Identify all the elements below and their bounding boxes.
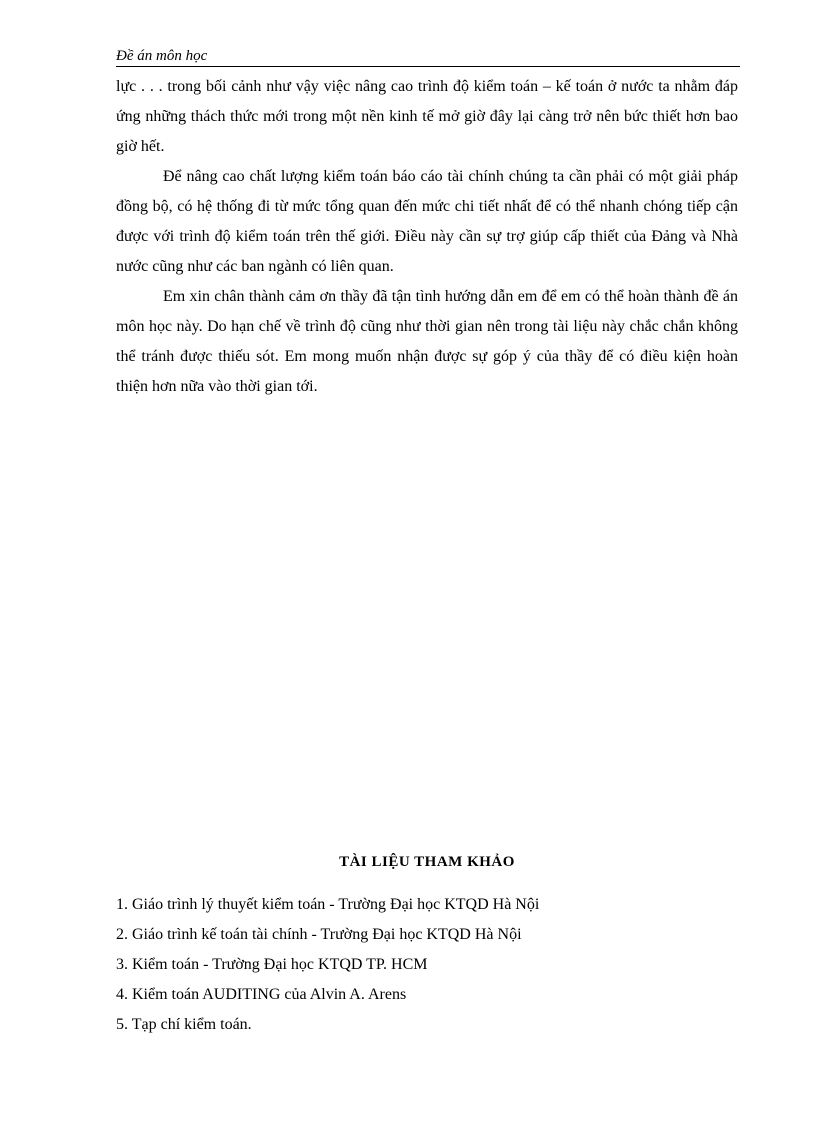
reference-item: 5. Tạp chí kiểm toán. bbox=[116, 1016, 252, 1033]
paragraph-solution: Để nâng cao chất lượng kiểm toán báo cáo tài chính chúng ta cần phải có một giải pháp đồng bộ, có hệ thống đi từ mức tổng quan đến mức chi tiết nhất để có thể nhanh chóng tiếp cận được với trình độ kiểm toán trên thế giới. Điều này cần sự trợ giúp cấp thiết của Đảng và Nhà nước cũng như các ban ngành có liên quan. bbox=[116, 168, 738, 275]
header-title: Đề án môn học bbox=[116, 48, 208, 64]
body-text bbox=[116, 72, 738, 402]
reference-item: 4. Kiểm toán AUDITING của Alvin A. Arens bbox=[116, 986, 407, 1003]
reference-item: 2. Giáo trình kế toán tài chính - Trường Đại học KTQD Hà Nội bbox=[116, 926, 522, 943]
references-title: TÀI LIỆU THAM KHẢO bbox=[339, 854, 515, 870]
page-header bbox=[116, 47, 740, 67]
paragraph-continuation: lực . . . trong bối cảnh như vậy việc nâng cao trình độ kiểm toán – kế toán ở nước ta nhằm đáp ứng những thách thức mới trong một nền kinh tế mở giờ đây lại càng trở nên bức thiết hơn bao giờ hết. bbox=[116, 78, 738, 155]
paragraph-acknowledgement: Em xin chân thành cảm ơn thầy đã tận tình hướng dẫn em để em có thể hoàn thành đề án môn học này. Do hạn chế về trình độ cũng như thời gian nên trong tài liệu này chắc chắn không thể tránh được thiếu sót. Em mong muốn nhận được sự góp ý của thầy để có điều kiện hoàn thiện hơn nữa vào thời gian tới. bbox=[116, 288, 738, 395]
references-list bbox=[116, 890, 738, 1040]
reference-item: 3. Kiểm toán - Trường Đại học KTQD TP. HCM bbox=[116, 956, 428, 973]
reference-item: 1. Giáo trình lý thuyết kiểm toán - Trường Đại học KTQD Hà Nội bbox=[116, 896, 540, 913]
